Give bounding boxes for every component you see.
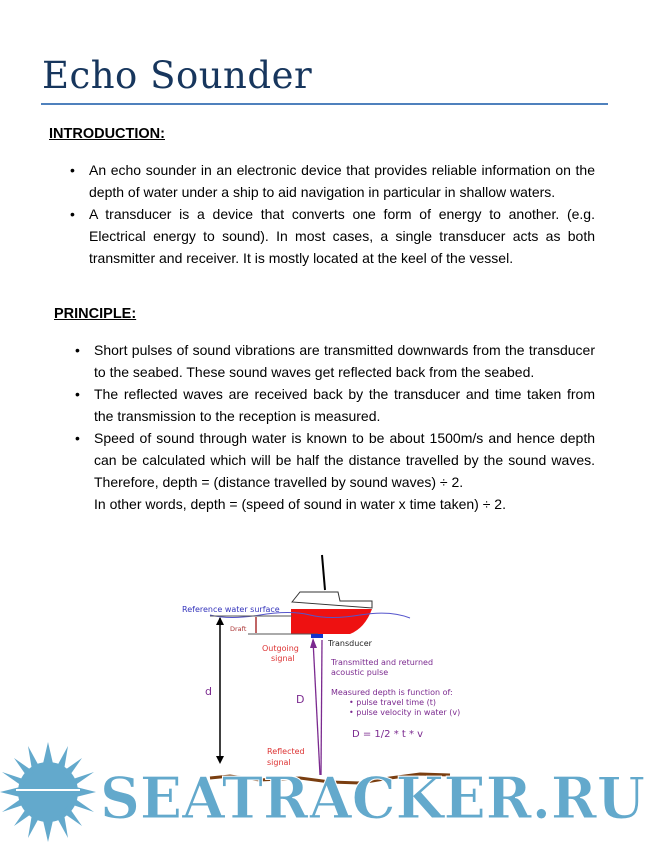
- label-d: d: [205, 685, 212, 698]
- bullet-text: An echo sounder in an electronic device that provides reliable information on the depth of water under a ship to aid navigation in particular in shallow waters.: [89, 162, 595, 200]
- transducer-icon: [311, 634, 323, 638]
- page-title: Echo Sounder: [42, 54, 313, 97]
- label-draft: Draft: [230, 625, 247, 633]
- watermark: [0, 740, 654, 842]
- list-item: • Short pulses of sound vibrations are transmitted downwards from the transducer to the seabed. These sound waves get reflected back from the seabed.: [75, 342, 595, 380]
- bullet-text: Short pulses of sound vibrations are transmitted downwards from the transducer to the seabed. These sound waves get reflected back from the seabed.: [94, 342, 595, 380]
- intro-heading: INTRODUCTION:: [49, 126, 165, 142]
- label-reference-surface: Reference water surface: [182, 605, 280, 614]
- label-factor-1: • pulse travel time (t): [349, 698, 437, 707]
- label-transducer: Transducer: [328, 639, 372, 648]
- boat-mast: [322, 555, 325, 590]
- watermark-text: SEATRACKER.RU: [100, 765, 645, 832]
- label-formula: D = 1/2 * t * v: [352, 729, 424, 740]
- label-factor-2: • pulse velocity in water (v): [349, 708, 461, 717]
- label-outgoing: Outgoing: [262, 644, 299, 653]
- bullet-text: The reflected waves are received back by the transducer and time taken from the transmission to the reception is measured.: [94, 386, 595, 424]
- label-reflected-signal: signal: [267, 758, 291, 767]
- label-D: D: [296, 693, 305, 706]
- title-divider: [41, 103, 608, 105]
- label-measured: Measured depth is function of:: [331, 688, 453, 697]
- bullet-text: Speed of sound through water is known to be about 1500m/s and hence depth can be calculated which will be half the distance travelled by the sound waves. Therefore, depth = (distance travelled by sound waves) ÷ 2.: [94, 430, 595, 490]
- list-item: • A transducer is a device that converts one form of energy to another. (e.g. Electrical energy to sound). In most cases, a single transducer acts as both transmitter and receiver. It is mostly located at the keel of the vessel.: [70, 206, 595, 266]
- label-outgoing-signal: signal: [271, 654, 295, 663]
- boat-cabin: [292, 592, 372, 608]
- intro-list: [70, 159, 595, 269]
- list-item: [94, 493, 595, 515]
- label-reflected: Reflected: [267, 747, 305, 756]
- list-item: • Speed of sound through water is known to be about 1500m/s and hence depth can be calculated which will be half the distance travelled by the sound waves. Therefore, depth = (distance travelled by sound waves) ÷ 2.: [75, 430, 595, 490]
- list-item: • The reflected waves are received back by the transducer and time taken from the transmission to the reception is measured.: [75, 386, 595, 424]
- extra-text: In other words, depth = (speed of sound in water x time taken) ÷ 2.: [94, 496, 506, 512]
- list-item: • An echo sounder in an electronic device that provides reliable information on the depth of water under a ship to aid navigation in particular in shallow waters.: [70, 162, 595, 200]
- bullet-text: A transducer is a device that converts one form of energy to another. (e.g. Electrical energy to sound). In most cases, a single transducer acts as both transmitter and receiver. It is mostly located at the keel of the vessel.: [89, 206, 595, 266]
- arrow-head-up: [216, 617, 224, 625]
- label-pulse-2: acoustic pulse: [331, 668, 389, 677]
- pulse-arrow: [310, 638, 317, 648]
- sun-logo-icon: [0, 742, 96, 842]
- principle-list: [75, 339, 595, 515]
- principle-heading: PRINCIPLE:: [54, 306, 137, 322]
- label-pulse: Transmitted and returned: [331, 658, 434, 667]
- boat-hull: [291, 609, 372, 634]
